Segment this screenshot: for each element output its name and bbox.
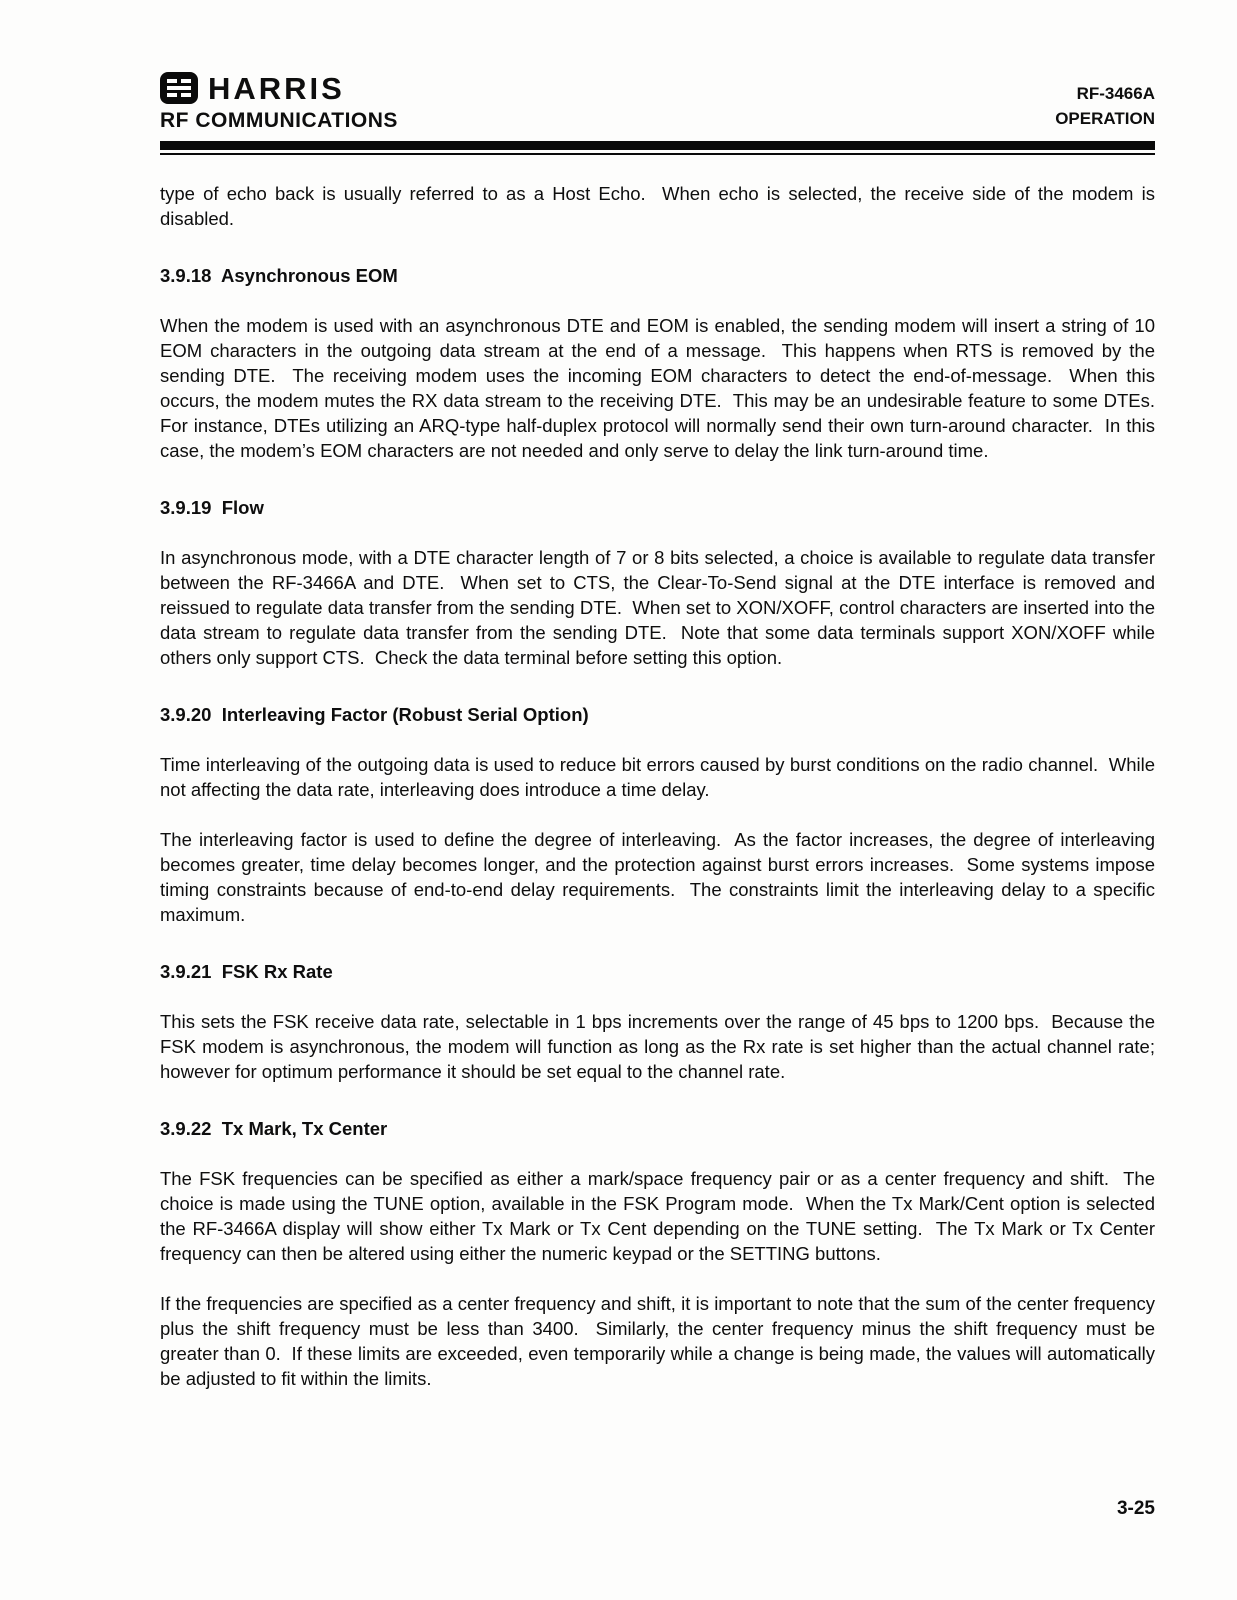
page-header [160, 72, 1155, 131]
doc-number: RF-3466A [1076, 84, 1155, 103]
paragraph: Time interleaving of the outgoing data is used to reduce bit errors caused by burst conditions on the radio channel. While not affecting the data rate, interleaving does introduce a time delay. [160, 754, 1161, 800]
header-rule-thick [160, 141, 1155, 150]
header-rule [160, 141, 1155, 155]
doc-section: OPERATION [1055, 109, 1155, 128]
harris-logo-icon [160, 72, 198, 104]
paragraph: When the modem is used with an asynchronous DTE and EOM is enabled, the sending modem will insert a string of 10 EOM characters in the outgoing data stream at the end of a message. This happens when RTS is removed by the sending DTE. The receiving modem uses the incoming EOM characters to detect the end-of-message. When this occurs, the modem mutes the RX data stream to the receiving DTE. This may be an undesirable feature to some DTEs. For instance, DTEs utilizing an ARQ-type half-duplex protocol will normally send their own turn-around character. In this case, the modem’s EOM characters are not needed and only serve to delay the link turn-around time. [160, 315, 1166, 461]
section-heading-3-9-20: 3.9.20 Interleaving Factor (Robust Serial Option) [160, 704, 589, 725]
paragraph: The FSK frequencies can be specified as either a mark/space frequency pair or as a center frequency and shift. The choice is made using the TUNE option, available in the FSK Program mode. When the Tx Mark/Cent option is selected the RF-3466A display will show either Tx Mark or Tx Cent depending on the TUNE setting. The Tx Mark or Tx Center frequency can then be altered using either the numeric keypad or the SETTING buttons. [160, 1168, 1161, 1264]
section-heading-3-9-18: 3.9.18 Asynchronous EOM [160, 265, 398, 286]
intro-paragraph: type of echo back is usually referred to as a Host Echo. When echo is selected, the receive side of the modem is disabled. [160, 183, 1161, 229]
header-rule-thin [160, 153, 1155, 155]
section-heading-3-9-19: 3.9.19 Flow [160, 497, 264, 518]
page-number: 3-25 [1116, 1498, 1155, 1519]
brand-division: RF COMMUNICATIONS [160, 109, 398, 132]
brand-name: HARRIS [208, 70, 345, 106]
section-heading-3-9-22: 3.9.22 Tx Mark, Tx Center [160, 1118, 388, 1139]
doc-id-block [1055, 81, 1155, 131]
section-heading-3-9-21: 3.9.21 FSK Rx Rate [160, 961, 333, 982]
paragraph: This sets the FSK receive data rate, selectable in 1 bps increments over the range of 45 bps to 1200 bps. Because the FSK modem is asynchronous, the modem will function as long as the Rx rate is set higher than the actual channel rate; however for optimum performance it should be set equal to the channel rate. [160, 1011, 1166, 1082]
paragraph: If the frequencies are specified as a center frequency and shift, it is important to note that the sum of the center frequency plus the shift frequency must be less than 3400. Similarly, the center frequency minus the shift frequency must be greater than 0. If these limits are exceeded, even temporarily while a change is being made, the values will automatically be adjusted to fit within the limits. [160, 1293, 1161, 1389]
paragraph: In asynchronous mode, with a DTE character length of 7 or 8 bits selected, a choice is available to regulate data transfer between the RF-3466A and DTE. When set to CTS, the Clear-To-Send signal at the DTE interface is removed and reissued to regulate data transfer from the sending DTE. When set to XON/XOFF, control characters are inserted into the data stream to regulate data transfer from the sending DTE. Note that some data terminals support XON/XOFF while others only support CTS. Check the data terminal before setting this option. [160, 547, 1161, 668]
brand-block [160, 72, 398, 131]
paragraph: The interleaving factor is used to define the degree of interleaving. As the factor increases, the degree of interleaving becomes greater, time delay becomes longer, and the protection against burst errors increases. Some systems impose timing constraints because of end-to-end delay requirements. The constraints limit the interleaving delay to a specific maximum. [160, 829, 1161, 925]
